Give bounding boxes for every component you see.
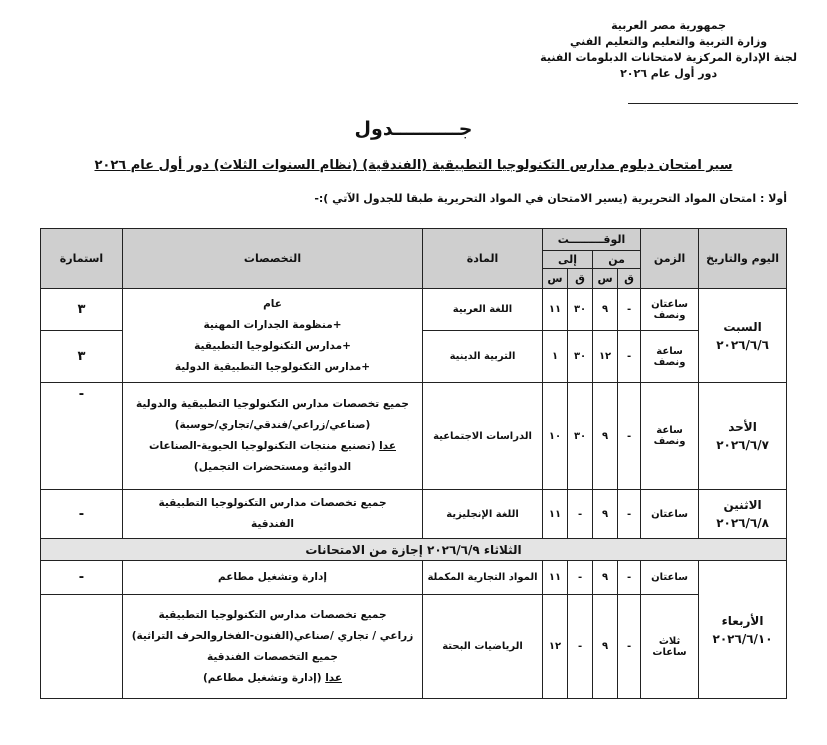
from-minutes-cell: - xyxy=(618,490,641,539)
from-hours-cell: ٩ xyxy=(593,383,618,490)
spec-line: زراعي / تجاري /صناعي(الفنون-الفخاروالحرف التراثية) xyxy=(131,629,414,642)
holiday-notice: الثلاثاء ٢٠٢٦/٦/٩ إجازة من الامتحانات xyxy=(41,539,787,561)
form-cell: ٣ xyxy=(41,289,123,331)
ministry-header xyxy=(540,18,797,82)
form-cell xyxy=(41,595,123,699)
from-minutes-cell: - xyxy=(618,331,641,383)
from-minutes-cell: - xyxy=(618,595,641,699)
header-duration: الزمن xyxy=(641,229,699,289)
header-hours: س xyxy=(543,269,568,289)
form-cell: - xyxy=(41,561,123,595)
header-from: من xyxy=(593,251,641,269)
to-minutes-cell: - xyxy=(568,490,593,539)
spec-line: +مدارس التكنولوجيا التطبيقية xyxy=(194,339,351,352)
form-cell: - xyxy=(41,490,123,539)
to-hours-cell: ١١ xyxy=(543,490,568,539)
header-hours: س xyxy=(593,269,618,289)
to-minutes-cell: - xyxy=(568,561,593,595)
header-minutes: ق xyxy=(618,269,641,289)
header-line-ministry: وزارة التربية والتعليم والتعليم الفني xyxy=(570,35,768,48)
specializations-cell xyxy=(123,289,423,383)
to-hours-cell: ١١ xyxy=(543,289,568,331)
day-date-cell xyxy=(699,490,787,539)
specializations-cell xyxy=(123,490,423,539)
from-minutes-cell: - xyxy=(618,289,641,331)
duration-cell: ساعة ونصف xyxy=(641,331,699,383)
from-hours-cell: ٩ xyxy=(593,561,618,595)
exam-date: ٢٠٢٦/٦/١٠ xyxy=(712,631,773,646)
header-subject: المادة xyxy=(423,229,543,289)
spec-line: جميع تخصصات مدارس التكنولوجيا التطبيقية xyxy=(158,608,387,621)
spec-text: (إدارة وتشغيل مطاعم) xyxy=(202,671,322,684)
table-row xyxy=(41,595,787,699)
header-line-country: جمهورية مصر العربية xyxy=(611,19,727,32)
except-label: عدا xyxy=(379,440,396,452)
from-hours-cell: ٩ xyxy=(593,490,618,539)
table-row xyxy=(41,490,787,539)
day-date-cell xyxy=(699,561,787,699)
header-to: إلى xyxy=(543,251,593,269)
specializations-cell: إدارة وتشغيل مطاعم xyxy=(123,561,423,595)
table-row xyxy=(41,383,787,490)
to-minutes-cell: ٣٠ xyxy=(568,289,593,331)
from-hours-cell: ٩ xyxy=(593,595,618,699)
header-day-date: اليوم والتاريخ xyxy=(699,229,787,289)
spec-line: عام xyxy=(263,297,282,310)
spec-line: +منظومة الجدارات المهنية xyxy=(203,318,342,331)
table-row xyxy=(41,289,787,331)
day-name: الاثنين xyxy=(723,498,762,512)
exam-date: ٢٠٢٦/٦/٦ xyxy=(716,337,769,352)
spec-line: الفندقية xyxy=(251,518,294,530)
to-hours-cell: ١٢ xyxy=(543,595,568,699)
to-hours-cell: ١١ xyxy=(543,561,568,595)
day-name: الأحد xyxy=(728,420,757,434)
specializations-cell xyxy=(123,383,423,490)
header-line-committee: لجنة الإدارة المركزية لامتحانات الدبلومات الفنية xyxy=(540,51,797,64)
spec-line: جميع تخصصات مدارس التكنولوجيا التطبيقية xyxy=(158,497,387,509)
exam-date: ٢٠٢٦/٦/٧ xyxy=(716,438,769,452)
spec-line: جميع التخصصات الفندقية xyxy=(207,650,338,663)
from-minutes-cell: - xyxy=(618,561,641,595)
header-divider xyxy=(628,103,798,104)
to-minutes-cell: - xyxy=(568,595,593,699)
spec-line: جميع تخصصات مدارس التكنولوجيا التطبيقية والدولية xyxy=(136,398,409,410)
table-row xyxy=(41,561,787,595)
from-minutes-cell: - xyxy=(618,383,641,490)
spec-line: +مدارس التكنولوجيا التطبيقية الدولية xyxy=(174,360,371,373)
holiday-row xyxy=(41,539,787,561)
specializations-cell xyxy=(123,595,423,699)
to-minutes-cell: ٣٠ xyxy=(568,383,593,490)
document-subtitle: سير امتحان دبلوم مدارس التكنولوجيا التطبيقية (الفندقية) (نظام السنوات الثلاث) دور أول عام ٢٠٢٦ xyxy=(94,158,733,173)
duration-cell: ساعتان xyxy=(641,490,699,539)
spec-line: (صناعي/زراعي/فندقي/تجاري/حوسبة) xyxy=(174,419,371,431)
to-hours-cell: ١ xyxy=(543,331,568,383)
spec-line xyxy=(125,668,420,689)
exam-schedule-table xyxy=(40,228,787,699)
header-line-round: دور أول عام ٢٠٢٦ xyxy=(620,67,718,80)
duration-cell: ساعتان xyxy=(641,561,699,595)
except-label: عدا xyxy=(325,671,343,684)
header-minutes: ق xyxy=(568,269,593,289)
document-title: جــــــــــدول xyxy=(354,118,473,140)
table-header-row xyxy=(41,229,787,251)
duration-cell: ساعتان ونصف xyxy=(641,289,699,331)
subject-cell: التربية الدينية xyxy=(423,331,543,383)
subject-cell: اللغة الإنجليزية xyxy=(423,490,543,539)
header-time: الوقـــــــــت xyxy=(543,229,641,251)
day-name: الأربعاء xyxy=(721,613,764,628)
from-hours-cell: ٩ xyxy=(593,289,618,331)
form-cell: ٣ xyxy=(41,331,123,383)
spec-line: الدوائية ومستحضرات التجميل) xyxy=(193,461,352,473)
spec-line xyxy=(125,436,420,457)
subject-cell: الدراسات الاجتماعية xyxy=(423,383,543,490)
from-hours-cell: ١٢ xyxy=(593,331,618,383)
header-specializations: التخصصات xyxy=(123,229,423,289)
intro-text: أولا : امتحان المواد التحريرية (يسير الامتحان في المواد التحريرية طبقا للجدول الآتي ):- xyxy=(314,192,787,205)
to-hours-cell: ١٠ xyxy=(543,383,568,490)
day-date-cell xyxy=(699,289,787,383)
exam-date: ٢٠٢٦/٦/٨ xyxy=(716,516,769,530)
duration-cell: ساعة ونصف xyxy=(641,383,699,490)
spec-text: (تصنيع منتجات التكنولوجيا الحيوية-الصناعات xyxy=(149,440,376,452)
subject-cell: الرياضيات البحتة xyxy=(423,595,543,699)
subject-cell: اللغة العربية xyxy=(423,289,543,331)
day-date-cell xyxy=(699,383,787,490)
form-cell: - xyxy=(41,383,123,490)
to-minutes-cell: ٣٠ xyxy=(568,331,593,383)
day-name: السبت xyxy=(723,319,762,334)
subject-cell: المواد التجارية المكملة xyxy=(423,561,543,595)
header-form: استمارة xyxy=(41,229,123,289)
duration-cell: ثلاث ساعات xyxy=(641,595,699,699)
